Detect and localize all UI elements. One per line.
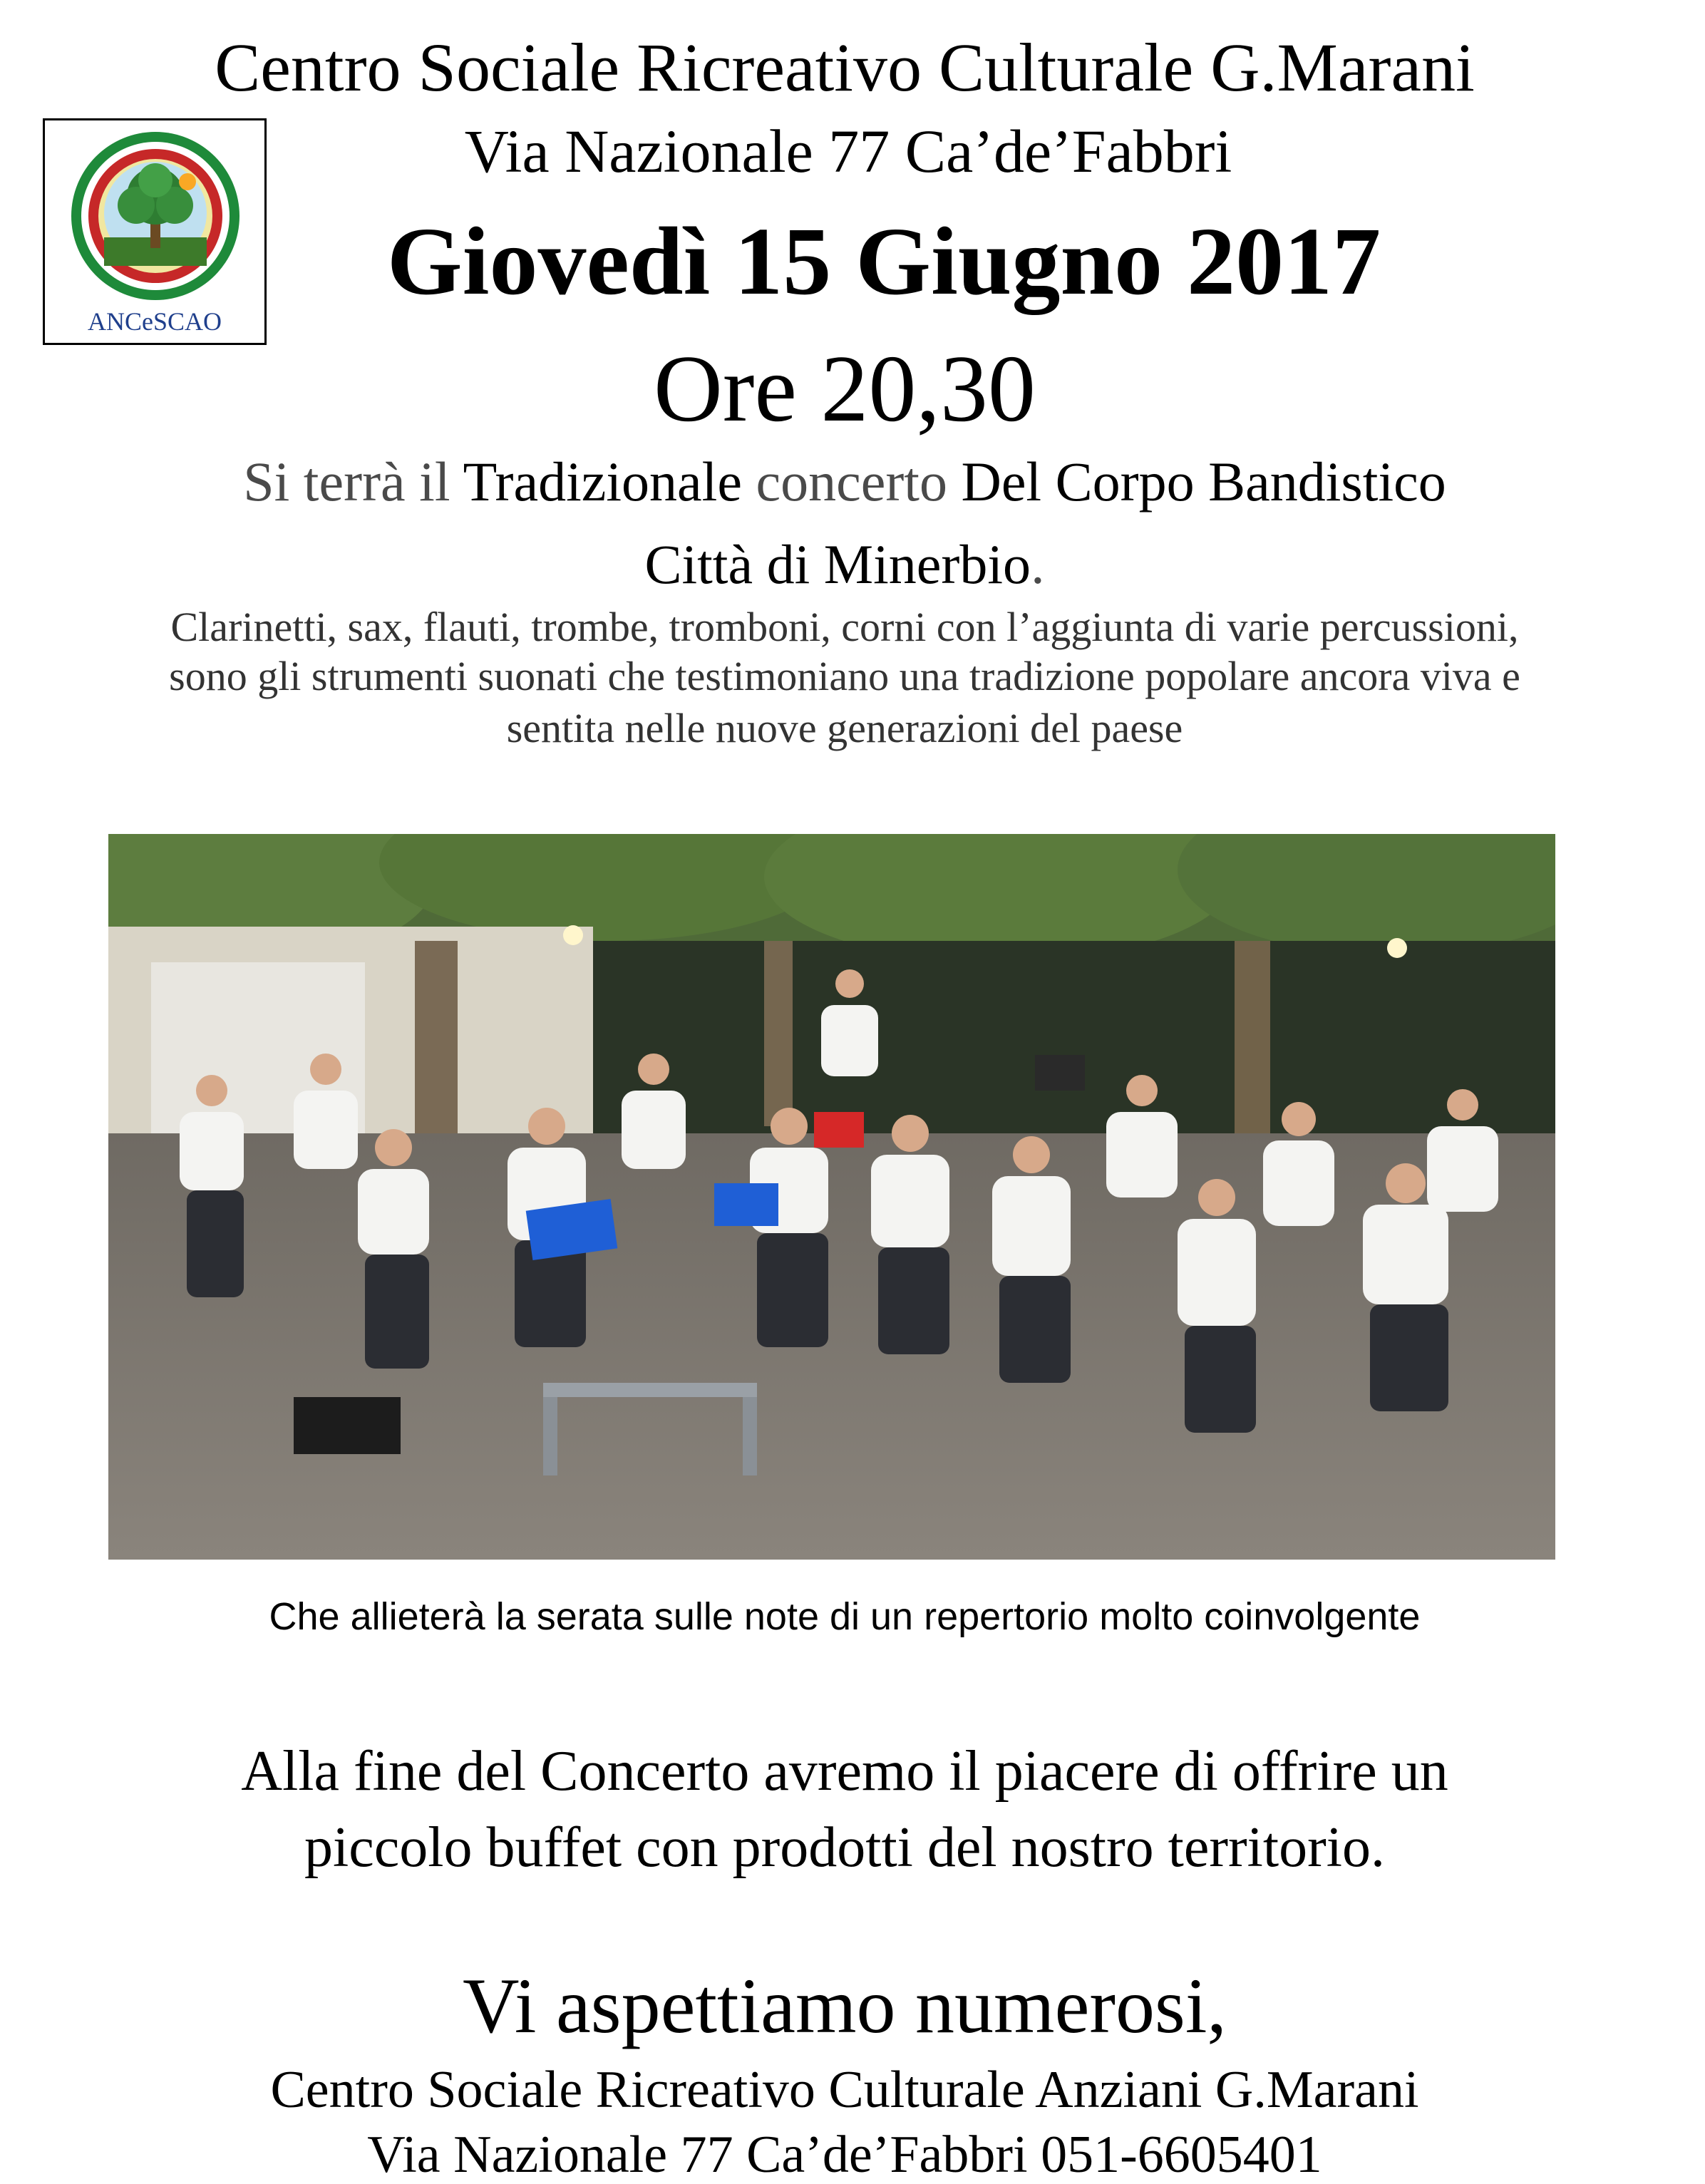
logo-label: ANCeSCAO [87,307,222,336]
intro-text-b: Tradizionale [463,450,742,512]
intro-line-2 [0,532,1689,597]
center-name-heading: Centro Sociale Ricreativo Culturale G.Marani [215,29,1475,105]
intro-text-c: concerto [741,450,962,512]
address-heading: Via Nazionale 77 Ca’de’Fabbri [464,117,1232,185]
description-line-3: sentita nelle nuove generazioni del paese [506,705,1183,751]
closing-greeting: Vi aspettiamo numerosi, [463,1962,1227,2049]
buffet-line-1: Alla fine del Concerto avremo il piacere di offrire un [241,1740,1448,1803]
event-date: Giovedì 15 Giugno 2017 [386,208,1381,315]
intro-line-1 [0,449,1689,515]
intro-text-a: Si terrà il [243,450,463,512]
footer-address-phone: Via Nazionale 77 Ca’de’Fabbri 051-6605401 [367,2126,1322,2184]
intro-text-f: . [1031,533,1045,595]
intro-text-e: Città di Minerbio [644,533,1031,595]
description-line-1: Clarinetti, sax, flauti, trombe, tromboni, corni con l’aggiunta di varie percussioni, [170,604,1519,650]
event-time: Ore 20,30 [654,336,1036,441]
band-photo [108,834,1555,1560]
buffet-line-2: piccolo buffet con prodotti del nostro territorio. [304,1816,1385,1879]
intro-text-d: Del Corpo Bandistico [961,450,1446,512]
photo-caption: Che allieterà la serata sulle note di un repertorio molto coinvolgente [269,1595,1421,1638]
footer-center-name: Centro Sociale Ricreativo Culturale Anziani G.Marani [270,2061,1419,2119]
description-line-2: sono gli strumenti suonati che testimoniano una tradizione popolare ancora viva e [169,653,1520,699]
